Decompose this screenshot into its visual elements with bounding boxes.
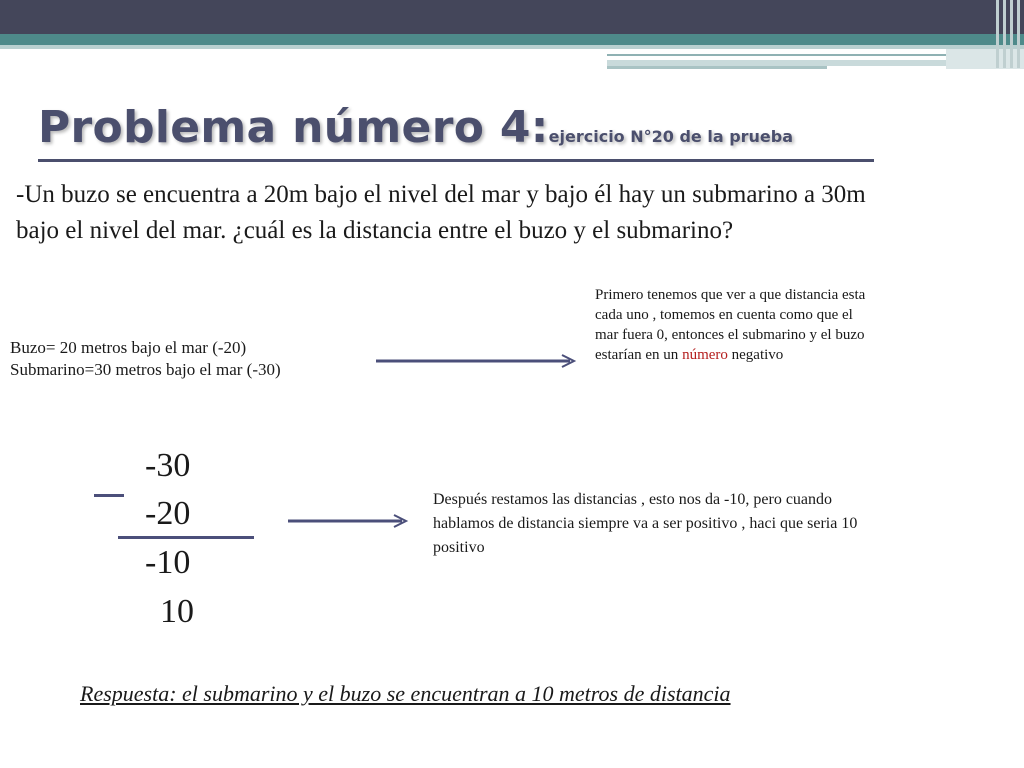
minus-sign	[94, 494, 124, 497]
header-bar-dark	[0, 0, 1024, 34]
answer-text: Respuesta: el submarino y el buzo se encuentran a 10 metros de distancia	[80, 681, 731, 706]
header-bar-teal	[0, 34, 1024, 45]
positions-block	[10, 337, 281, 381]
note1-text: Primero tenemos que ver a que distancia esta cada uno , tomemos en cuenta como que el mar fuera 0, entonces el submarino y el buzo estarían en un	[595, 287, 866, 363]
calc-result-line	[118, 536, 254, 539]
calc-subtrahend: -20	[145, 495, 191, 532]
note1-text-end: negativo	[727, 347, 784, 363]
title-main: Problema número 4:	[38, 102, 549, 153]
note1-highlight: número	[682, 347, 728, 363]
header-stripe	[996, 0, 999, 68]
title-underline	[38, 159, 874, 162]
calc-result: -10	[145, 544, 191, 581]
header-stripe	[1017, 0, 1020, 68]
header-stripe	[1003, 0, 1006, 68]
arrow-right-icon	[374, 352, 584, 370]
explanation-note-1	[595, 285, 870, 365]
header-accent-line	[607, 66, 827, 69]
calc-absolute: 10	[160, 593, 194, 630]
calc-minuend: -30	[145, 447, 191, 484]
title-subtitle: ejercicio N°20 de la prueba	[548, 127, 794, 146]
buzo-line: Buzo= 20 metros bajo el mar (-20)	[10, 338, 247, 357]
arrow-right-icon	[286, 512, 416, 530]
submarino-line: Submarino=30 metros bajo el mar (-30)	[10, 360, 281, 379]
slide-title	[38, 102, 793, 153]
header-bar-pale	[0, 45, 1024, 49]
header-accent-line	[607, 54, 949, 56]
header-stripe	[1010, 0, 1013, 68]
problem-statement: -Un buzo se encuentra a 20m bajo el nivel del mar y bajo él hay un submarino a 30m bajo el nivel del mar. ¿cuál es la distancia entre el buzo y el submarino?	[16, 181, 866, 244]
explanation-note-2: Después restamos las distancias , esto nos da -10, pero cuando hablamos de distancia siempre va a ser positivo , haci que seria 10 positivo	[433, 491, 858, 556]
